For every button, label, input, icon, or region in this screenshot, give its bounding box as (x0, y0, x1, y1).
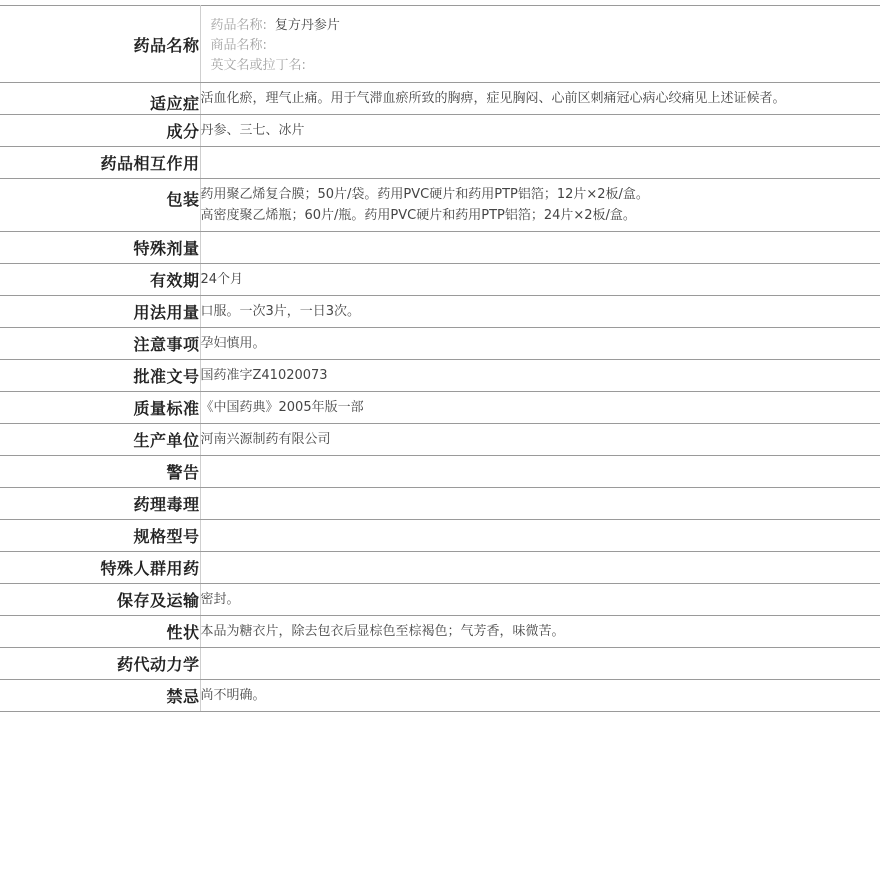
generic-name-key: 药品名称: (210, 18, 267, 33)
trade-name-key: 商品名称: (210, 38, 267, 53)
approval-label: 批准文号 (0, 360, 200, 392)
approval-value: 国药准字Z41020073 (200, 360, 880, 392)
packaging-row (0, 179, 880, 232)
dosage-row (0, 296, 880, 328)
dosage-label: 用法用量 (0, 296, 200, 328)
storage-row (0, 584, 880, 616)
appearance-value: 本品为糖衣片，除去包衣后显棕色至棕褐色；气芳香，味微苦。 (200, 616, 880, 648)
trade-name-line (211, 36, 880, 56)
drug-name-label: 药品名称 (0, 6, 200, 83)
validity-value: 24个月 (200, 264, 880, 296)
pharmacokinetics-row (0, 648, 880, 680)
drug-name-cell (200, 6, 880, 83)
validity-label: 有效期 (0, 264, 200, 296)
storage-value: 密封。 (200, 584, 880, 616)
drug-info-table (0, 5, 880, 712)
indications-label: 适应症 (0, 83, 200, 115)
standard-value: 《中国药典》2005年版一部 (200, 392, 880, 424)
english-name-key: 英文名或拉丁名: (210, 58, 306, 73)
warning-value (200, 456, 880, 488)
dosage-value: 口服。一次3片，一日3次。 (200, 296, 880, 328)
packaging-line-1: 药用聚乙烯复合膜；50片/袋。药用PVC硬片和药用PTP铝箔；12片×2板/盒。 (200, 187, 649, 202)
contraindications-value: 尚不明确。 (200, 680, 880, 712)
manufacturer-value: 河南兴源制药有限公司 (200, 424, 880, 456)
ingredients-row (0, 115, 880, 147)
generic-name-value: 复方丹参片 (274, 18, 340, 33)
validity-row (0, 264, 880, 296)
interactions-value (200, 147, 880, 179)
special-dose-value (200, 232, 880, 264)
warning-row (0, 456, 880, 488)
pharmacology-label: 药理毒理 (0, 488, 200, 520)
appearance-row (0, 616, 880, 648)
packaging-cell (200, 179, 880, 232)
pharmacology-row (0, 488, 880, 520)
interactions-row (0, 147, 880, 179)
spec-value (200, 520, 880, 552)
manufacturer-label: 生产单位 (0, 424, 200, 456)
manufacturer-row (0, 424, 880, 456)
pharmacokinetics-label: 药代动力学 (0, 648, 200, 680)
special-population-row (0, 552, 880, 584)
precautions-label: 注意事项 (0, 328, 200, 360)
english-name-line (211, 56, 880, 76)
special-dose-label: 特殊剂量 (0, 232, 200, 264)
special-population-value (200, 552, 880, 584)
generic-name-line (211, 16, 880, 36)
indications-row (0, 83, 880, 115)
warning-label: 警告 (0, 456, 200, 488)
spec-label: 规格型号 (0, 520, 200, 552)
ingredients-value: 丹参、三七、冰片 (200, 115, 880, 147)
standard-label: 质量标准 (0, 392, 200, 424)
drug-name-row (0, 6, 880, 83)
indications-value: 活血化瘀，理气止痛。用于气滞血瘀所致的胸痹，症见胸闷、心前区刺痛冠心病心绞痛见上述证候者。 (200, 83, 880, 115)
standard-row (0, 392, 880, 424)
pharmacology-value (200, 488, 880, 520)
approval-row (0, 360, 880, 392)
contraindications-label: 禁忌 (0, 680, 200, 712)
spec-row (0, 520, 880, 552)
storage-label: 保存及运输 (0, 584, 200, 616)
interactions-label: 药品相互作用 (0, 147, 200, 179)
precautions-row (0, 328, 880, 360)
packaging-line-2: 高密度聚乙烯瓶；60片/瓶。药用PVC硬片和药用PTP铝箔；24片×2板/盒。 (200, 208, 636, 223)
pharmacokinetics-value (200, 648, 880, 680)
contraindications-row (0, 680, 880, 712)
ingredients-label: 成分 (0, 115, 200, 147)
precautions-value: 孕妇慎用。 (200, 328, 880, 360)
special-population-label: 特殊人群用药 (0, 552, 200, 584)
appearance-label: 性状 (0, 616, 200, 648)
special-dose-row (0, 232, 880, 264)
packaging-label: 包装 (0, 179, 200, 232)
